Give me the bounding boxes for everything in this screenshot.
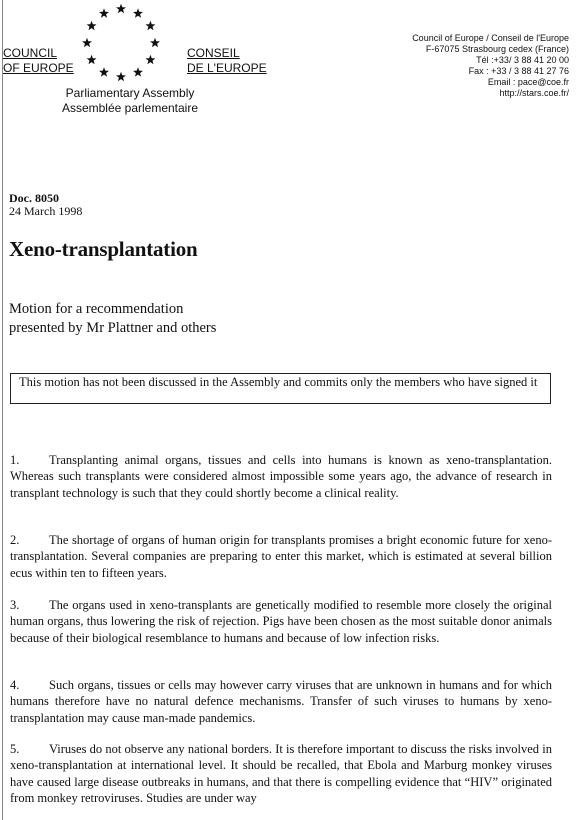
council-of-europe-stars-logo xyxy=(74,2,168,84)
paragraph-text: Such organs, tissues or cells may however carry viruses that are unknown in humans and for which humans therefore have no natural defence mechanisms. Transfer of such viruses to humans by xeno-transplantation may cause man-made pandemics. xyxy=(10,678,552,725)
logo-star-icon xyxy=(133,8,143,17)
contact-phone: Tél :+33/ 3 88 41 20 00 xyxy=(476,55,569,66)
logo-star-icon xyxy=(116,72,126,81)
subtitle-line-1: Motion for a recommendation xyxy=(9,301,184,317)
logo-star-icon xyxy=(99,67,109,76)
paragraph-number: 2. xyxy=(10,533,20,547)
disclaimer-box: This motion has not been discussed in the Assembly and commits only the members who have signed it xyxy=(10,373,551,404)
logo-text-french xyxy=(187,46,267,76)
logo-de-l-europe: DE L'EUROPE xyxy=(187,61,267,75)
paragraph-5 xyxy=(10,741,552,806)
subtitle-line-2: presented by Mr Plattner and others xyxy=(9,320,217,336)
paragraph-number: 5. xyxy=(10,742,20,756)
logo-star-icon xyxy=(87,55,97,64)
contact-fax: Fax : +33 / 3 88 41 27 76 xyxy=(468,66,569,77)
paragraph-3 xyxy=(10,597,552,646)
paragraph-text: The shortage of organs of human origin for transplants promises a bright economic future for xeno-transplantation. Several companies are preparing to enter this market, which is estimated at several billion ecus within ten to fifteen years. xyxy=(10,533,552,580)
logo-of-europe: OF EUROPE xyxy=(3,61,74,75)
paragraph-number: 1. xyxy=(10,453,20,467)
logo-star-icon xyxy=(87,21,97,30)
contact-website: http://stars.coe.fr/ xyxy=(499,88,569,99)
logo-text-english xyxy=(3,46,74,76)
contact-block xyxy=(412,33,569,100)
document-title: Xeno-transplantation xyxy=(9,237,198,261)
assembly-name-en: Parliamentary Assembly xyxy=(65,86,195,100)
logo-star-icon xyxy=(146,55,156,64)
contact-address: F-67075 Strasbourg cedex (France) xyxy=(425,44,569,55)
assembly-name xyxy=(50,86,210,116)
paragraph-4 xyxy=(10,677,552,726)
paragraph-text: The organs used in xeno-transplants are genetically modified to resemble more closely the original human organs, thus lowering the risk of rejection. Pigs have been chosen as the most suitable donor animals because of their biological resemblance to humans and because of low infection risks. xyxy=(10,598,552,645)
paragraph-number: 4. xyxy=(10,678,20,692)
assembly-name-fr: Assemblée parlementaire xyxy=(61,101,199,115)
paragraph-1 xyxy=(10,452,552,501)
logo-star-icon xyxy=(82,38,92,47)
contact-org: Council of Europe / Conseil de l'Europe xyxy=(412,33,569,43)
logo-star-icon xyxy=(146,21,156,30)
paragraph-text: Viruses do not observe any national borders. It is therefore important to discuss the risks involved in xeno-transplantation at international level. It should be recalled, that Ebola and Marburg monkey viruses have caused large disease outbreaks in humans, and that there is compelling evidence that “HIV” originated from monkey retroviruses. Studies are under way xyxy=(10,742,552,805)
document-date: 24 March 1998 xyxy=(9,204,83,218)
logo-council: COUNCIL xyxy=(3,46,58,60)
paragraph-number: 3. xyxy=(10,598,20,612)
logo-star-icon xyxy=(99,8,109,17)
paragraph-2 xyxy=(10,532,552,581)
page-edge xyxy=(2,0,3,820)
logo-star-icon xyxy=(116,4,126,13)
paragraph-text: Transplanting animal organs, tissues and cells into humans is known as xeno-transplantation. Whereas such transplants were considered almost impossible some years ago, the advance of research in transplant technology is such that they could shortly become a clinical reality. xyxy=(10,453,552,500)
logo-star-icon xyxy=(133,67,143,76)
logo-conseil: CONSEIL xyxy=(187,46,240,60)
logo-star-icon xyxy=(150,38,160,47)
document-subtitle xyxy=(9,300,216,338)
contact-email: Email : pace@coe.fr xyxy=(487,77,569,88)
document-number: Doc. 8050 xyxy=(9,191,59,205)
